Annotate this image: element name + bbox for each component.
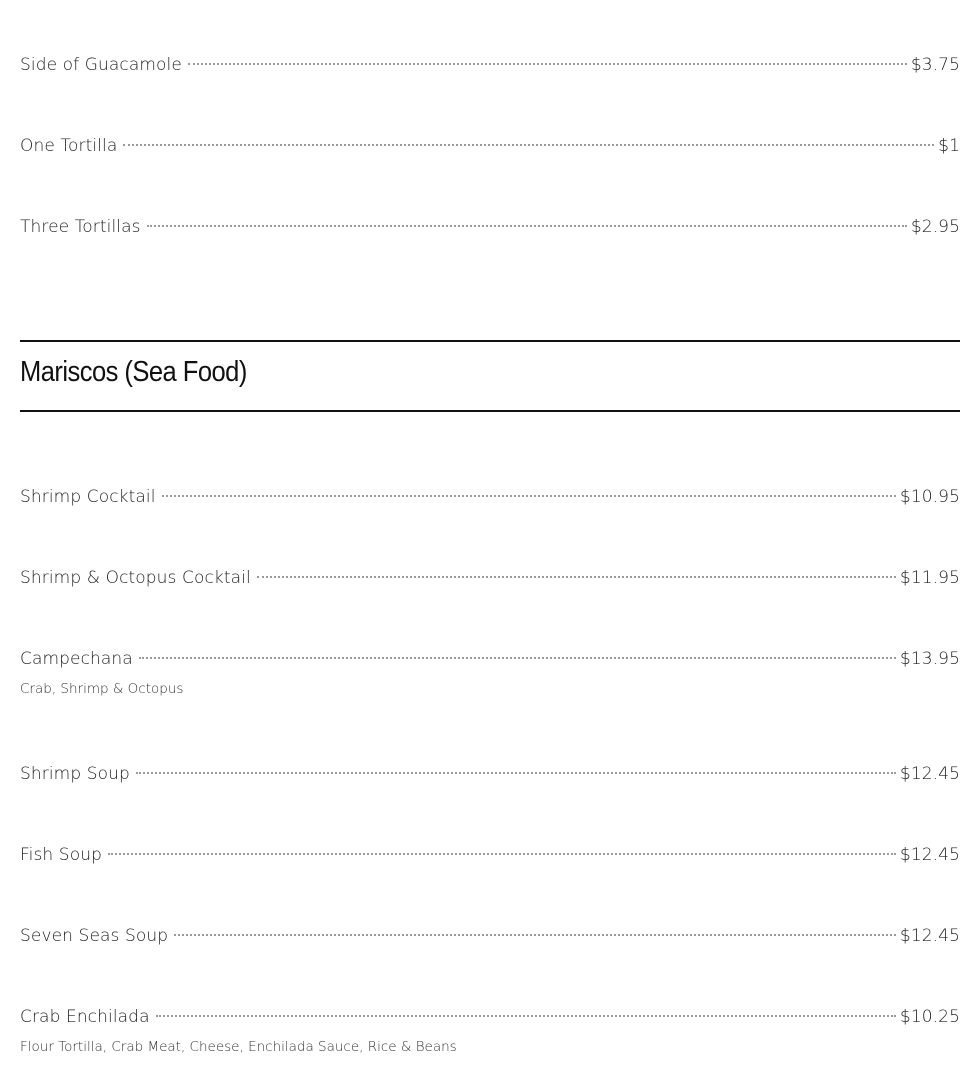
dotted-leader bbox=[108, 853, 896, 855]
menu-item-price: $12.45 bbox=[899, 764, 960, 784]
dotted-leader bbox=[257, 576, 896, 578]
dotted-leader bbox=[147, 225, 907, 227]
menu-item-crab-enchilada bbox=[20, 1005, 960, 1055]
menu-item-name: Fish Soup bbox=[20, 845, 102, 865]
menu-item-row bbox=[20, 924, 960, 948]
menu-item-seven-seas-soup bbox=[20, 924, 960, 948]
menu-item-name: One Tortilla bbox=[20, 136, 118, 156]
menu-item-name: Shrimp Soup bbox=[20, 764, 130, 784]
menu-item-description: Crab, Shrimp & Octopus bbox=[20, 681, 184, 697]
menu-item-price: $1 bbox=[938, 136, 960, 156]
dotted-leader bbox=[156, 1015, 896, 1017]
menu-item-name: Three Tortillas bbox=[20, 217, 141, 237]
menu-item-shrimp-cocktail bbox=[20, 485, 960, 509]
menu-item-three-tortillas bbox=[20, 215, 960, 239]
menu-item-row bbox=[20, 215, 960, 239]
dotted-leader bbox=[139, 657, 896, 659]
menu-item-row bbox=[20, 53, 960, 77]
menu-item-price: $2.95 bbox=[910, 217, 960, 237]
menu-item-row bbox=[20, 762, 960, 786]
menu-item-price: $12.45 bbox=[899, 926, 960, 946]
menu-item-price: $12.45 bbox=[899, 845, 960, 865]
menu-item-price: $10.25 bbox=[899, 1007, 960, 1027]
section-title: Mariscos (Sea Food) bbox=[20, 356, 247, 388]
menu-item-row bbox=[20, 1005, 960, 1029]
dotted-leader bbox=[136, 772, 896, 774]
menu-item-row bbox=[20, 485, 960, 509]
menu-item-shrimp-soup bbox=[20, 762, 960, 786]
menu-item-name: Seven Seas Soup bbox=[20, 926, 169, 946]
menu-item-one-tortilla bbox=[20, 134, 960, 158]
menu-item-row bbox=[20, 647, 960, 671]
menu-item-fish-soup bbox=[20, 843, 960, 867]
dotted-leader bbox=[162, 495, 896, 497]
menu-item-side-of-guacamole bbox=[20, 53, 960, 77]
section-header-mariscos bbox=[20, 340, 960, 412]
menu-item-description: Flour Tortilla, Crab Meat, Cheese, Enchilada Sauce, Rice & Beans bbox=[20, 1039, 457, 1055]
menu-item-shrimp-octopus-cocktail bbox=[20, 566, 960, 590]
dotted-leader bbox=[188, 63, 907, 65]
menu-item-campechana bbox=[20, 647, 960, 697]
menu-item-name: Crab Enchilada bbox=[20, 1007, 150, 1027]
menu-item-price: $11.95 bbox=[899, 568, 960, 588]
menu-item-name: Shrimp Cocktail bbox=[20, 487, 156, 507]
dotted-leader bbox=[174, 934, 896, 936]
menu-item-name: Campechana bbox=[20, 649, 133, 669]
menu-item-price: $13.95 bbox=[899, 649, 960, 669]
menu-item-row bbox=[20, 843, 960, 867]
dotted-leader bbox=[123, 144, 934, 146]
menu-item-price: $3.75 bbox=[910, 55, 960, 75]
menu-item-row bbox=[20, 566, 960, 590]
menu-item-price: $10.95 bbox=[899, 487, 960, 507]
menu-item-name: Shrimp & Octopus Cocktail bbox=[20, 568, 251, 588]
menu-item-name: Side of Guacamole bbox=[20, 55, 182, 75]
menu-item-row bbox=[20, 134, 960, 158]
